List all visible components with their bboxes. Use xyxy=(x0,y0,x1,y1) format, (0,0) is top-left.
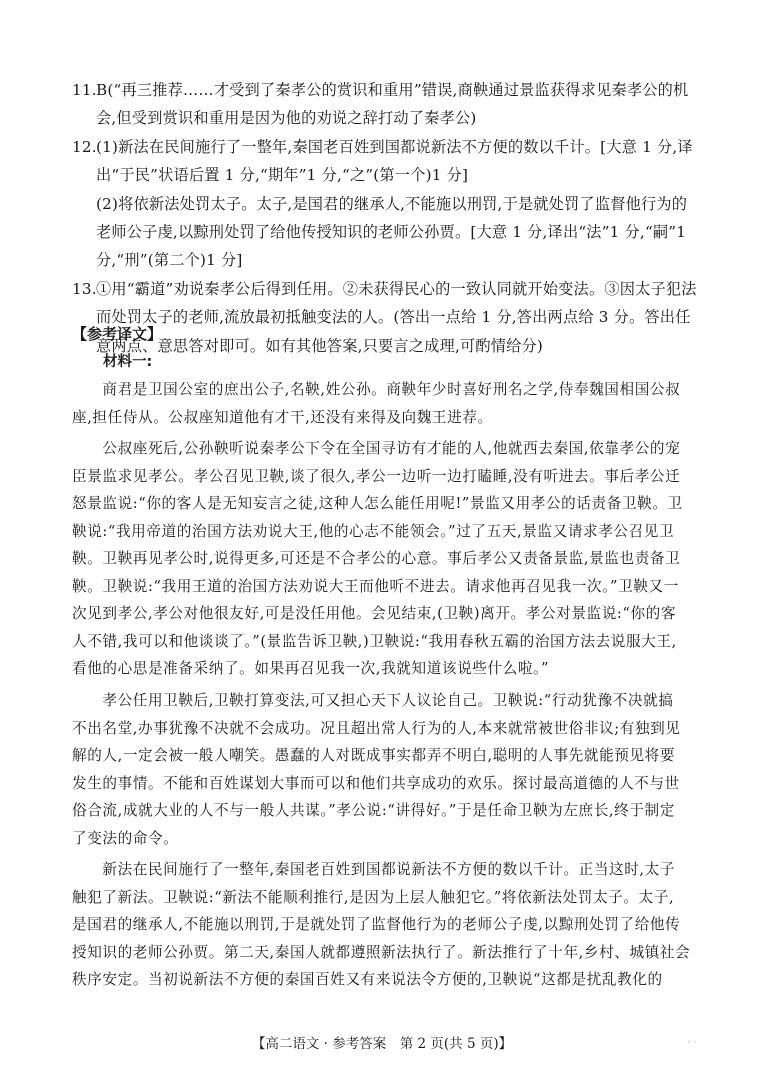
translation-line: 不出名堂,办事犹豫不决就不会成功。况且超出常人行为的人,本来就常被世俗非议;有独到见 xyxy=(72,719,681,737)
answer-item xyxy=(72,76,712,133)
answer-line: ①用“霸道”劝说秦孝公后得到任用。②未获得民心的一致认同就开始变法。③因太子犯法 xyxy=(96,279,697,298)
translation-line: 怒景监说:“你的客人是无知妄言之徒,这种人怎么能任用呢!”景监又用孝公的话责备卫鞅。卫 xyxy=(72,495,683,513)
translation-line: 孝公任用卫鞅后,卫鞅打算变法,可又担心天下人议论自己。卫鞅说:“行动犹豫不决就搞 xyxy=(72,692,674,710)
answer-number: 13. xyxy=(72,279,97,298)
translation-paragraph xyxy=(72,856,712,994)
answer-line: B(“再三推荐……才受到了秦孝公的赏识和重用”错误,商鞅通过景监获得求见秦孝公的机 xyxy=(96,81,689,99)
answer-line: 意两点、意思答对即可。如有其他答案,只要言之成理,可酌情给分) xyxy=(96,336,544,355)
translation-line: 人不错,我可以和他谈谈了。”(景监告诉卫鞅,)卫鞅说:“我用春秋五霸的治国方法去说服大王, xyxy=(72,632,677,650)
answer-section xyxy=(72,76,712,360)
translation-line: 看他的心思是准备采纳了。如果再召见我一次,我就知道该说些什么啦。” xyxy=(72,660,550,678)
answer-line: (1)新法在民间施行了一整年,秦国老百姓到国都说新法不方便的数以千计。[大意 1 分,译 xyxy=(96,137,693,156)
translation-line: 鞅说:“我用帝道的治国方法劝说大王,他的心志不能领会。”过了五天,景监又请求孝公召见卫 xyxy=(72,522,675,540)
answer-number: 11. xyxy=(72,81,97,99)
translation-line: 新法在民间施行了一整年,秦国老百姓到国都说新法不方便的数以千计。正当这时,太子 xyxy=(72,861,676,879)
translation-line: 发生的事情。不能和百姓谋划大事而可以和他们共享成功的欢乐。探讨最高道德的人不与世 xyxy=(72,774,680,792)
answer-number: 12. xyxy=(72,137,97,156)
translation-line: 了变法的命令。 xyxy=(72,829,179,847)
translation-heading: 【参考译文】 xyxy=(72,325,163,343)
answer-line: 出“于民”状语后置 1 分,“期年”1 分,“之”(第一个)1 分] xyxy=(96,166,469,185)
translation-line: 俗合流,成就大业的人不与一般人共谋。”孝公说:“讲得好。”于是任命卫鞅为左庶长,终于制定 xyxy=(72,802,675,820)
translation-line: 触犯了新法。卫鞅说:“新法不能顺利推行,是因为上层人触犯它。”将依新法处罚太子。太子, xyxy=(72,888,675,906)
translation-line: 臣景监求见孝公。孝公召见卫鞅,谈了很久,孝公一边听一边打瞌睡,没有听进去。事后孝公迁 xyxy=(72,467,681,485)
translation-line: 座,担任侍从。公叔座知道他有才干,还没有来得及向魏王进荐。 xyxy=(72,408,493,426)
translation-line: 鞅。卫鞅再见孝公时,说得更多,可还是不合孝公的心意。事后孝公又责备景监,景监也责备卫 xyxy=(72,550,681,568)
translation-paragraph xyxy=(72,376,712,431)
translation-line: 授知识的老师公孙贾。第二天,秦国人就都遵照新法执行了。新法推行了十年,乡村、城镇社会 xyxy=(72,943,691,961)
answer-line: (2)将依新法处罚太子。太子,是国君的继承人,不能施以刑罚,于是就处罚了监督他行为的 xyxy=(96,194,688,213)
translation-paragraph xyxy=(72,435,712,683)
translation-paragraph xyxy=(72,687,712,852)
translation-line: 解的人,一定会被一般人嘲笑。愚蠢的人对既成事实都弄不明白,聪明的人事先就能预见将要 xyxy=(72,747,676,765)
translation-line: 公叔座死后,公孙鞅听说秦孝公下令在全国寻访有才能的人,他就西去秦国,依靠孝公的宠 xyxy=(72,440,681,458)
translation-line: 次见到孝公,孝公对他很友好,可是没任用他。会见结束,(卫鞅)离开。孝公对景监说:“你的客 xyxy=(72,605,677,623)
answer-item xyxy=(72,133,712,275)
answer-line: 而处罚太子的老师,流放最初抵触变法的人。(答出一点给 1 分,答出两点给 3 分。答出任 xyxy=(96,308,691,327)
corner-mark: · · xyxy=(688,1038,697,1048)
translation-line: 秩序安定。当初说新法不方便的秦国百姓又有来说法令方便的,卫鞅说“这都是扰乱教化的 xyxy=(72,971,663,989)
answer-item xyxy=(72,275,712,360)
translation-body xyxy=(72,376,712,994)
translation-line: 是国君的继承人,不能施以刑罚,于是就处罚了监督他行为的老师公子虔,以黥刑处罚了给他传 xyxy=(72,916,681,934)
page-footer: 【高二语文 · 参考答案 第 2 页(共 5 页)】 xyxy=(251,1036,513,1052)
answer-line: 老师公子虔,以黥刑处罚了给他传授知识的老师公孙贾。[大意 1 分,译出“法”1 分,“嗣”1 xyxy=(96,223,687,242)
translation-line: 商君是卫国公室的庶出公子,名鞅,姓公孙。商鞅年少时喜好刑名之学,侍奉魏国相国公叔 xyxy=(72,381,681,398)
material-one-heading: 材料一: xyxy=(103,354,153,370)
answer-line: 分,“刑”(第二个)1 分] xyxy=(96,251,243,270)
answer-line: 会,但受到赏识和重用是因为他的劝说之辞打动了秦孝公) xyxy=(96,109,477,128)
translation-line: 鞅。卫鞅说:“我用王道的治国方法劝说大王而他听不进去。请求他再召见我一次。”卫鞅又一 xyxy=(72,577,679,595)
